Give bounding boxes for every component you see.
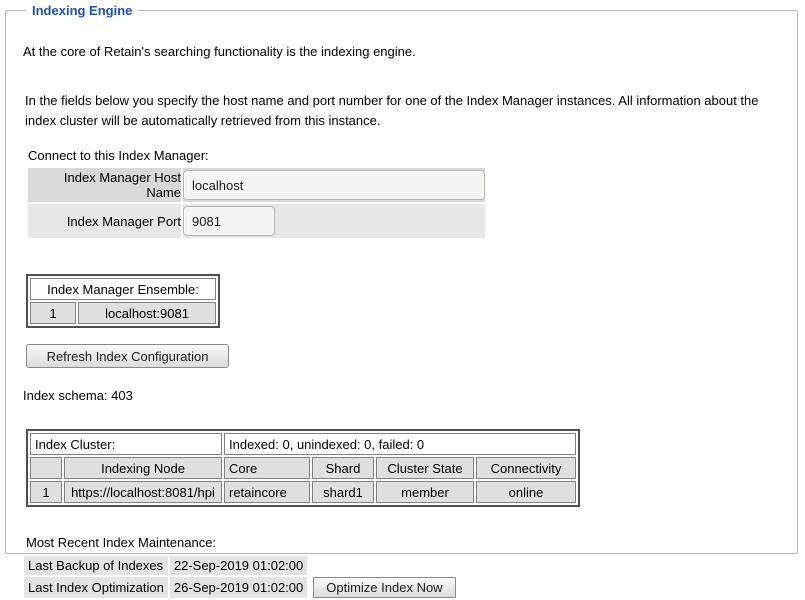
ensemble-row-number: 1: [30, 302, 76, 324]
optimize-index-now-button[interactable]: Optimize Index Now: [313, 577, 455, 598]
col-header-core: Core: [224, 457, 310, 479]
backup-label: Last Backup of Indexes: [24, 556, 168, 575]
backup-value: 22-Sep-2019 01:02:00: [170, 556, 307, 575]
cell-core: retaincore: [224, 481, 310, 503]
col-header-indexing-node: Indexing Node: [64, 457, 222, 479]
cluster-summary: Indexed: 0, unindexed: 0, failed: 0: [224, 433, 576, 455]
ensemble-row-address: localhost:9081: [78, 302, 216, 324]
optimization-label: Last Index Optimization: [24, 577, 168, 598]
cell-indexing-node: https://localhost:8081/hpi: [64, 481, 222, 503]
intro-text: At the core of Retain's searching functionality is the indexing engine.: [23, 44, 416, 59]
indexing-engine-section: [5, 3, 798, 595]
host-input[interactable]: [183, 170, 485, 200]
index-schema-text: Index schema: 403: [23, 388, 133, 403]
ensemble-title: Index Manager Ensemble:: [30, 278, 216, 300]
cell-cluster-state: member: [376, 481, 474, 503]
backup-row: [24, 556, 456, 575]
col-header-shard: Shard: [312, 457, 374, 479]
optimization-value: 26-Sep-2019 01:02:00: [170, 577, 307, 598]
cluster-header-row: [30, 457, 576, 479]
port-field-cell: [183, 204, 485, 238]
cell-row-number: 1: [30, 481, 62, 503]
optimization-row: [24, 577, 456, 598]
port-row: [28, 204, 485, 238]
connect-form-table: [26, 166, 487, 240]
refresh-index-configuration-button[interactable]: Refresh Index Configuration: [26, 344, 229, 368]
col-header-cluster-state: Cluster State: [376, 457, 474, 479]
maintenance-heading: Most Recent Index Maintenance:: [26, 535, 217, 550]
ensemble-table: [26, 274, 220, 328]
cell-shard: shard1: [312, 481, 374, 503]
connect-heading: Connect to this Index Manager:: [28, 148, 209, 163]
cluster-data-row: [30, 481, 576, 503]
section-title: Indexing Engine: [32, 3, 133, 18]
cell-connectivity: online: [476, 481, 576, 503]
port-input[interactable]: [183, 206, 275, 236]
host-row: [28, 168, 485, 202]
cluster-title: Index Cluster:: [30, 433, 222, 455]
ensemble-row: [30, 302, 216, 324]
ensemble-header-row: [30, 278, 216, 300]
port-label: Index Manager Port: [28, 204, 181, 238]
host-field-cell: [183, 168, 485, 202]
cluster-title-row: [30, 433, 576, 455]
col-header-index: [30, 457, 62, 479]
cluster-table: [26, 429, 580, 507]
col-header-connectivity: Connectivity: [476, 457, 576, 479]
maintenance-table: [22, 554, 458, 600]
host-label: Index Manager Host Name: [28, 168, 181, 202]
description-text: In the fields below you specify the host name and port number for one of the Index Manager instances. All information about the index cluster will be automatically retrieved from this instance.: [25, 93, 759, 128]
